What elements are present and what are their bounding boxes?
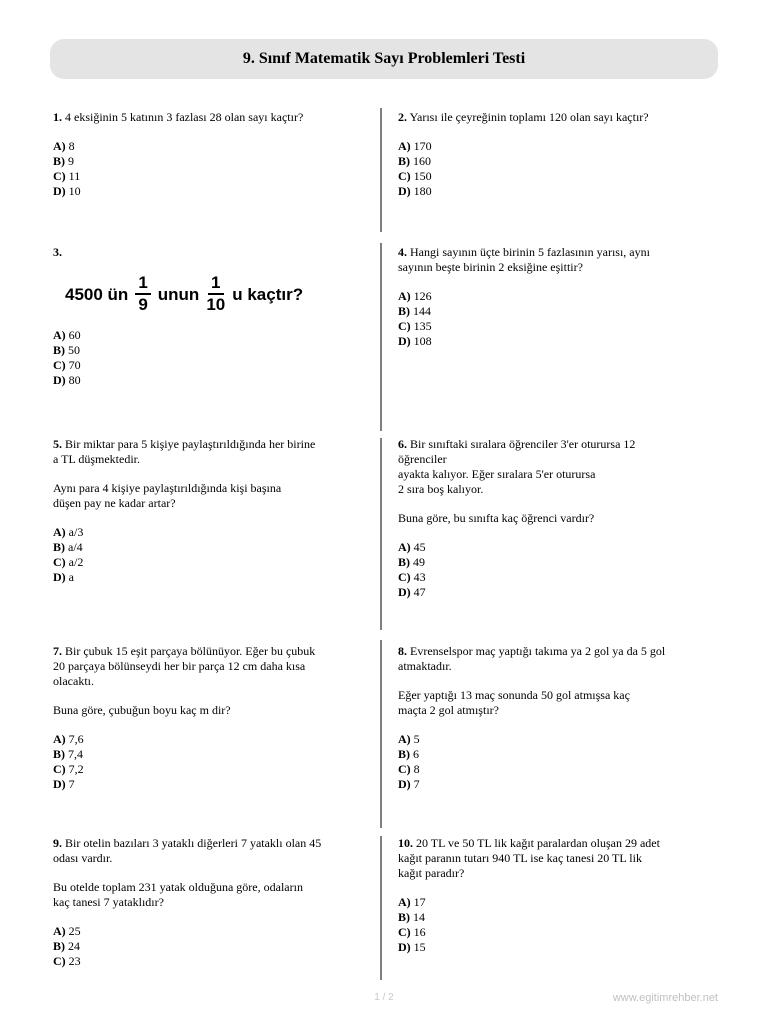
question-2	[398, 110, 718, 199]
option-b[interactable]: B) 49	[398, 555, 425, 569]
question-text: öğrenciler	[398, 452, 447, 466]
option-d[interactable]: D) 80	[53, 373, 81, 387]
question-1	[53, 110, 373, 199]
question-3	[53, 245, 373, 388]
question-number: 8.	[398, 644, 407, 658]
option-b[interactable]: B) 9	[53, 154, 74, 168]
question-number: 9.	[53, 836, 62, 850]
options-list	[398, 540, 718, 600]
column-divider	[380, 640, 382, 828]
question-text: 20 TL ve 50 TL lik kağıt paralardan oluşan 29 adet	[416, 836, 660, 850]
question-8	[398, 644, 718, 792]
option-c[interactable]: C) a/2	[53, 555, 84, 569]
option-d[interactable]: D) 180	[398, 184, 432, 198]
page-title: 9. Sınıf Matematik Sayı Problemleri Testi	[50, 39, 718, 79]
option-b[interactable]: B) 50	[53, 343, 80, 357]
option-a[interactable]: A) 126	[398, 289, 432, 303]
option-a[interactable]: A) 5	[398, 732, 420, 746]
column-divider	[380, 438, 382, 630]
option-b[interactable]: B) a/4	[53, 540, 83, 554]
question-text: odası vardır.	[53, 851, 113, 865]
option-a[interactable]: A) 8	[53, 139, 75, 153]
question-text: 2 sıra boş kalıyor.	[398, 482, 484, 496]
question-text: kağıt paradır?	[398, 866, 465, 880]
options-list	[53, 924, 373, 969]
options-list	[53, 525, 373, 585]
option-b[interactable]: B) 160	[398, 154, 431, 168]
question-text: Bir otelin bazıları 3 yataklı diğerleri 7 yataklı olan 45	[65, 836, 322, 850]
question-number: 5.	[53, 437, 62, 451]
question-text: kağıt paranın tutarı 940 TL ise kaç tanesi 20 TL lik	[398, 851, 642, 865]
option-d[interactable]: D) 10	[53, 184, 81, 198]
option-a[interactable]: A) 25	[53, 924, 81, 938]
question-6	[398, 437, 718, 600]
question-text: Aynı para 4 kişiye paylaştırıldığında kişi başına	[53, 481, 282, 495]
option-a[interactable]: A) a/3	[53, 525, 84, 539]
question-text: maçta 2 gol atmıştır?	[398, 703, 499, 717]
question-number: 3.	[53, 245, 62, 259]
option-b[interactable]: B) 7,4	[53, 747, 83, 761]
question-text: a TL düşmektedir.	[53, 452, 140, 466]
option-c[interactable]: C) 150	[398, 169, 432, 183]
question-number: 6.	[398, 437, 407, 451]
question-text: Yarısı ile çeyreğinin toplamı 120 olan sayı kaçtır?	[409, 110, 649, 124]
question-5	[53, 437, 373, 585]
question-text: kaç tanesi 7 yataklıdır?	[53, 895, 164, 909]
footer-website: www.egitimrehber.net	[612, 992, 718, 1004]
question-4	[398, 245, 718, 349]
option-a[interactable]: A) 7,6	[53, 732, 84, 746]
option-c[interactable]: C) 16	[398, 925, 426, 939]
question-text: düşen pay ne kadar artar?	[53, 496, 176, 510]
fraction-1-10: $\frac{1}{10}$	[206, 273, 226, 314]
question-text: sayının beşte birinin 2 eksiğine eşittir?	[398, 260, 583, 274]
option-c[interactable]: C) 8	[398, 762, 420, 776]
option-c[interactable]: C) 135	[398, 319, 432, 333]
question-text: 4 eksiğinin 5 katının 3 fazlası 28 olan sayı kaçtır?	[65, 110, 304, 124]
option-d[interactable]: D) 47	[398, 585, 426, 599]
option-c[interactable]: C) 43	[398, 570, 426, 584]
question-10	[398, 836, 718, 955]
option-b[interactable]: B) 144	[398, 304, 431, 318]
options-list	[53, 139, 373, 199]
question-text: Bu otelde toplam 231 yatak olduğuna göre, odaların	[53, 880, 303, 894]
option-c[interactable]: C) 11	[53, 169, 81, 183]
option-b[interactable]: B) 14	[398, 910, 425, 924]
question-text: ayakta kalıyor. Eğer sıralara 5'er oturursa	[398, 467, 596, 481]
question-text: atmaktadır.	[398, 659, 452, 673]
question-text: olacaktı.	[53, 674, 94, 688]
options-list	[398, 289, 718, 349]
option-c[interactable]: C) 7,2	[53, 762, 84, 776]
option-b[interactable]: B) 24	[53, 939, 80, 953]
question-text: Bir sınıftaki sıralara öğrenciler 3'er oturursa 12	[410, 437, 636, 451]
question-text: 20 parçaya bölünseydi her bir parça 12 cm daha kısa	[53, 659, 306, 673]
question-text: Buna göre, bu sınıfta kaç öğrenci vardır?	[398, 511, 595, 525]
question-text: Evrenselspor maç yaptığı takıma ya 2 gol ya da 5 gol	[410, 644, 666, 658]
option-d[interactable]: D) a	[53, 570, 74, 584]
options-list	[398, 732, 718, 792]
option-d[interactable]: D) 15	[398, 940, 426, 954]
option-b[interactable]: B) 6	[398, 747, 419, 761]
fraction-1-9: $\frac{1}{9}$	[135, 273, 150, 315]
page-number: 1 / 2	[374, 992, 394, 1003]
options-list	[53, 328, 373, 388]
question-text: Buna göre, çubuğun boyu kaç m dir?	[53, 703, 231, 717]
column-divider	[380, 108, 382, 232]
option-c[interactable]: C) 23	[53, 954, 81, 968]
options-list	[398, 139, 718, 199]
option-d[interactable]: D) 7	[53, 777, 75, 791]
option-a[interactable]: A) 17	[398, 895, 426, 909]
option-a[interactable]: A) 45	[398, 540, 426, 554]
option-d[interactable]: D) 7	[398, 777, 420, 791]
question-text: Bir miktar para 5 kişiye paylaştırıldığında her birine	[65, 437, 316, 451]
question-text: Bir çubuk 15 eşit parçaya bölünüyor. Eğer bu çubuk	[65, 644, 316, 658]
column-divider	[380, 836, 382, 980]
question-text: Eğer yaptığı 13 maç sonunda 50 gol atmışsa kaç	[398, 688, 630, 702]
question-7	[53, 644, 373, 792]
options-list	[398, 895, 718, 955]
option-d[interactable]: D) 108	[398, 334, 432, 348]
question-number: 4.	[398, 245, 407, 259]
option-a[interactable]: A) 60	[53, 328, 81, 342]
question-9	[53, 836, 373, 969]
column-divider	[380, 243, 382, 431]
question-text: Hangi sayının üçte birinin 5 fazlasının yarısı, aynı	[410, 245, 650, 259]
options-list	[53, 732, 373, 792]
option-a[interactable]: A) 170	[398, 139, 432, 153]
question-3-image: 4500 ün $\frac{1}{9}$ unun $\frac{1}{10}$ u kaçtır?	[65, 273, 304, 314]
question-number: 2.	[398, 110, 407, 124]
question-number: 1.	[53, 110, 62, 124]
option-c[interactable]: C) 70	[53, 358, 81, 372]
question-number: 7.	[53, 644, 62, 658]
question-number: 10.	[398, 836, 413, 850]
